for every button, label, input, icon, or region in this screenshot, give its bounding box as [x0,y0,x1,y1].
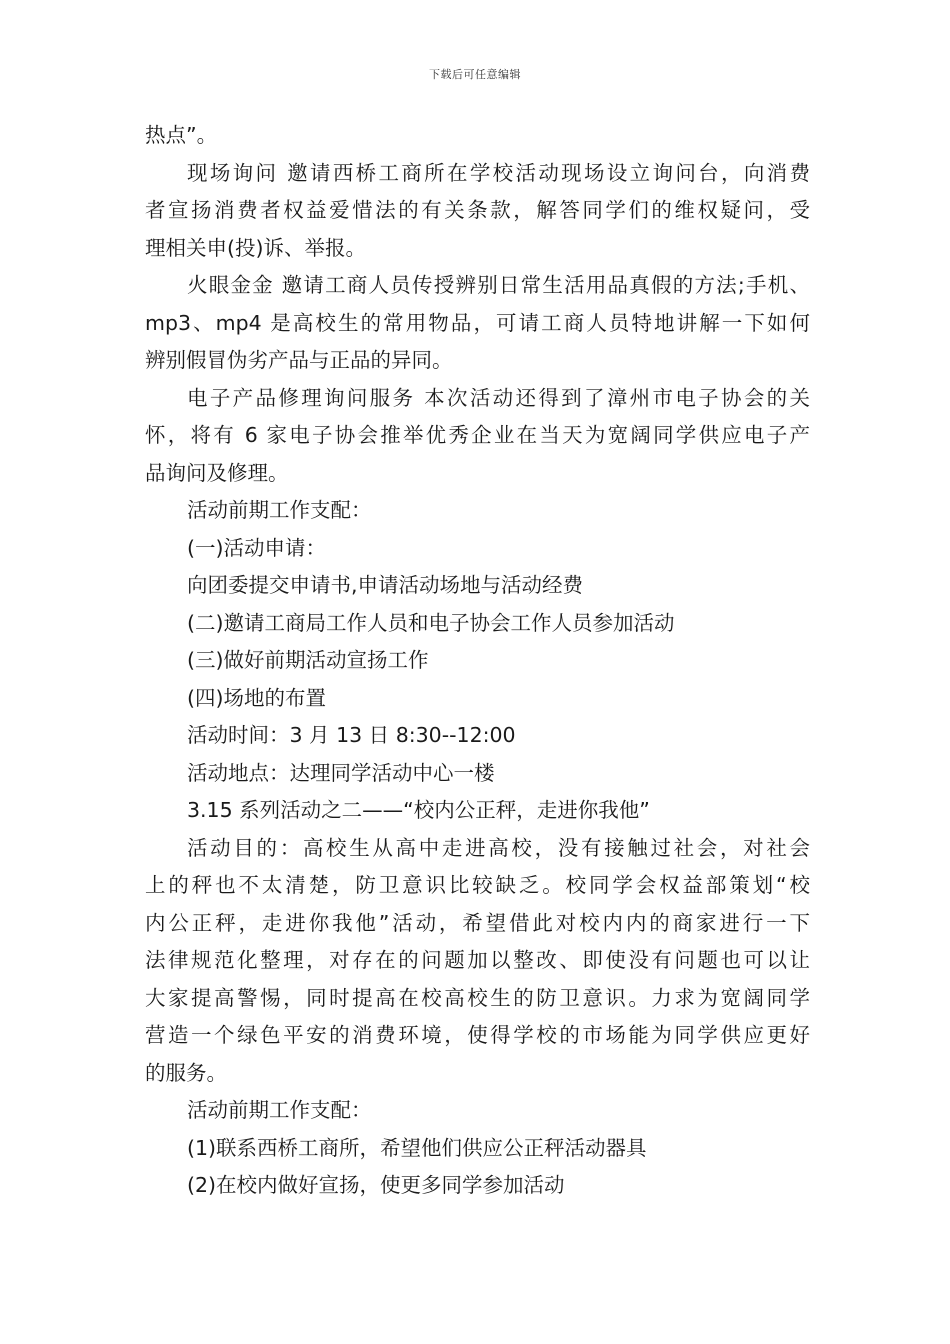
text-line: (二)邀请工商局工作人员和电子协会工作人员参加活动 [187,610,675,635]
text-line: 活动前期工作支配： [187,1098,372,1122]
text-line: 大家提高警惕，同时提高在校高校生的防卫意识。力求为宽阔同学 [145,985,810,1010]
text-line: 活动前期工作支配： [187,498,372,522]
text-line: 者宣扬消费者权益爱惜法的有关条款，解答同学们的维权疑问，受 [145,198,810,222]
text-line: 向团委提交申请书,申请活动场地与活动经费 [187,573,584,597]
text-line: 活动地点：达理同学活动中心一楼 [187,760,495,785]
text-line: (四)场地的布置 [187,685,326,710]
text-line: 品询问及修理。 [145,460,289,485]
text-line: 怀，将有 6 家电子协会推举优秀企业在当天为宽阔同学供应电子产 [145,423,810,447]
text-line: 现场询问 邀请西桥工商所在学校活动现场设立询问台，向消费 [187,160,810,185]
text-line: mp3、mp4 是高校生的常用物品，可请工商人员特地讲解一下如何 [145,310,810,335]
text-line: 上的秤也不太清楚，防卫意识比较缺乏。校同学会权益部策划“校 [145,873,810,897]
text-line: (一)活动申请： [187,535,326,560]
page-header: 下载后可任意编辑 [429,68,521,81]
text-line: 理相关申(投)诉、举报。 [145,235,366,260]
text-line: 内公正秤，走进你我他”活动，希望借此对校内内的商家进行一下 [145,910,810,935]
text-line: 活动目的：高校生从高中走进高校，没有接触过社会，对社会 [187,835,810,860]
text-line: (三)做好前期活动宣扬工作 [187,648,429,672]
text-line: 辨别假冒伪劣产品与正品的异同。 [145,348,453,372]
text-line: 法律规范化整理，对存在的问题加以整改、即使没有问题也可以让 [145,948,810,972]
text-line: 3.15 系列活动之二——“校内公正秤，走进你我他” [187,798,650,822]
text-line: 火眼金金 邀请工商人员传授辨别日常生活用品真假的方法;手机、 [187,273,810,297]
text-line: 活动时间：3 月 13 日 8:30--12:00 [187,723,516,747]
text-line: 热点”。 [145,123,218,147]
document-body [145,117,810,1205]
text-line: (1)联系西桥工商所，希望他们供应公正秤活动器具 [187,1135,647,1160]
text-line: 的服务。 [145,1060,227,1085]
text-line: 营造一个绿色平安的消费环境，使得学校的市场能为同学供应更好 [145,1023,810,1047]
text-line: (2)在校内做好宣扬，使更多同学参加活动 [187,1173,565,1197]
text-line: 电子产品修理询问服务 本次活动还得到了漳州市电子协会的关 [187,385,810,410]
